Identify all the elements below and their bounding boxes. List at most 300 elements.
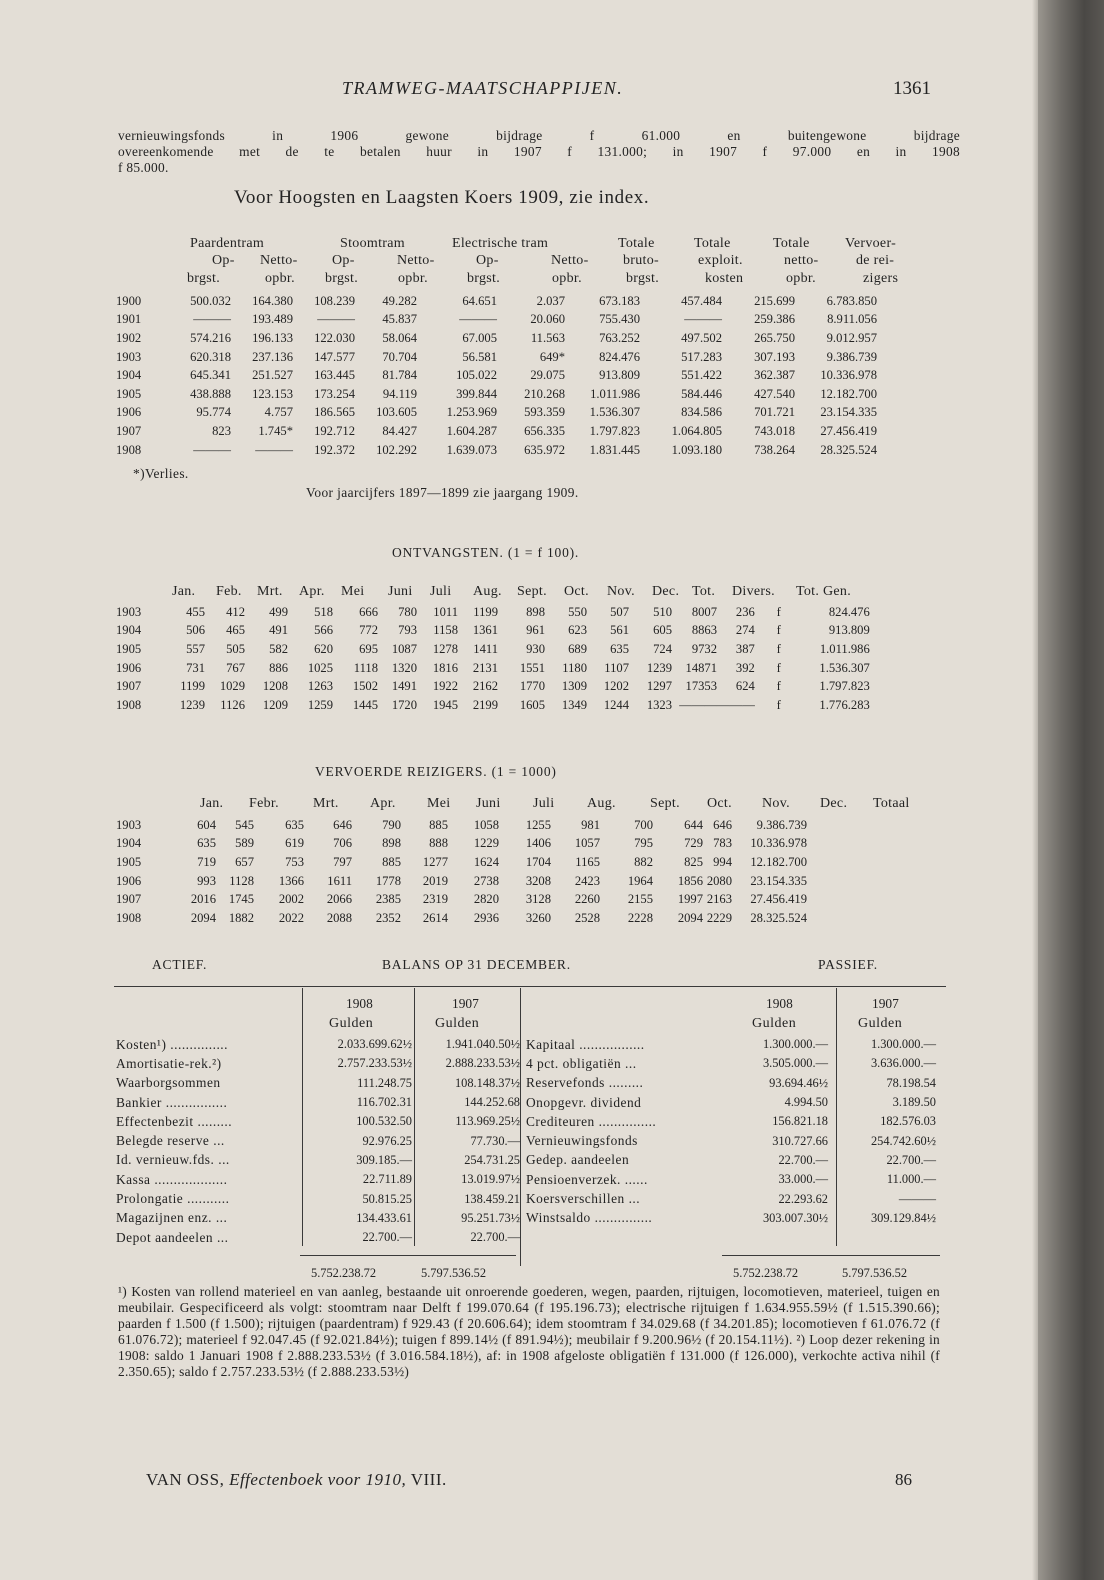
- value-cell: 3128: [525, 892, 551, 907]
- koers-note: Voor Hoogsten en Laagsten Koers 1909, zie index.: [234, 187, 650, 208]
- value-cell: 192.712: [314, 423, 355, 438]
- value-cell: 635: [285, 817, 304, 832]
- value-cell: 1997: [677, 892, 703, 907]
- value-cell: 58.064: [382, 330, 417, 345]
- exploitatie-row: [116, 441, 877, 460]
- value-cell: 1278: [432, 641, 458, 656]
- actief-row: [116, 1151, 520, 1170]
- value-cell: 457.484: [681, 293, 722, 308]
- value-cell: 1057: [574, 836, 600, 851]
- passief-label-cell: [526, 1151, 726, 1170]
- value-cell: 605: [653, 623, 672, 638]
- value-cell: 2094: [190, 910, 216, 925]
- running-header-title: TRAMWEG-MAATSCHAPPIJEN.: [342, 78, 624, 98]
- column-header: Apr.: [370, 796, 396, 811]
- value-cell: 1.536.307: [819, 660, 870, 675]
- actief-value-1907: 254.731.25: [464, 1152, 520, 1167]
- passief-value-1907: 1.300.000.—: [870, 1037, 936, 1052]
- balans-footnotes: ¹) Kosten van rollend materieel en van aanleg, bestaande uit onroerende goederen, wegen, paarden, rijtuigen, locomotieven, materieel, tuigen en meubilair. Gespecificeerd als volgt: stoomtram naar Delft f 199.070.64 (f 195.196.73); electrische rijtuigen f 1.634.955.59½ (f 1.515.390.66); paarden f 1.500 (f 1.500); rijtuigen (paardentram) f 929.43 (f 20.606.64); idem stoomtram f 34.029.68 (f 34.201.85); locomotieven f 61.076.72 (f 61.076.72); materieel f 92.047.45 (f 92.021.84½); tuigen f 899.14½ (f 891.94½); meubilair f 9.200.96½ (f 20.154.11½). ²) Loop dezer rekening in 1908: saldo 1 Januari 1908 f 2.888.233.53½ (f 3.016.584.18½), af: in 1908 afgeloste obligatiën f 131.000 (f 126.000), verkochte activa nihil (f 2.350.65); saldo f 2.757.233.53½ (f 2.888.233.53½): [118, 1284, 940, 1379]
- exploitatie-row: [116, 348, 877, 367]
- value-cell: 557: [186, 641, 205, 656]
- value-cell: 163.445: [314, 368, 355, 383]
- value-cell: 215.699: [754, 293, 795, 308]
- year-cell: 1908: [116, 697, 142, 712]
- value-cell: 584.446: [681, 386, 722, 401]
- column-header: Mrt.: [313, 796, 339, 811]
- passief-value-1908: 4.994.50: [784, 1095, 828, 1110]
- value-cell: 993: [197, 873, 216, 888]
- value-cell: ———: [459, 312, 497, 327]
- value-cell: 1239: [179, 697, 205, 712]
- actief-total-rule: [300, 1255, 516, 1256]
- value-cell: 12.182.700: [750, 854, 807, 869]
- value-cell: 673.183: [599, 293, 640, 308]
- value-cell: 2820: [473, 892, 499, 907]
- table1-sub-header: Op-: [212, 253, 235, 268]
- value-cell: 886: [269, 660, 288, 675]
- passief-value-1907: 3.636.000.—: [870, 1056, 936, 1071]
- actief-label-cell: [116, 1151, 302, 1170]
- value-cell: ———: [679, 697, 717, 712]
- passief-label-cell: [526, 1112, 726, 1131]
- value-cell: 738.264: [754, 442, 795, 457]
- value-cell: 506: [186, 623, 205, 638]
- dot-leader: .................: [575, 1036, 645, 1052]
- actief-label: Prolongatie: [116, 1191, 184, 1207]
- value-cell: 635: [610, 641, 629, 656]
- actief-row: [116, 1189, 520, 1208]
- footer-sheet-number: 86: [895, 1470, 912, 1489]
- dot-leader: .........: [193, 1113, 233, 1129]
- value-cell: 186.565: [314, 405, 355, 420]
- value-cell: 1029: [219, 679, 245, 694]
- value-cell: 767: [226, 660, 245, 675]
- footer-author: VAN OSS,: [146, 1470, 225, 1489]
- footer-book-title: Effectenboek voor 1910,: [229, 1470, 407, 1489]
- reizigers-row: [116, 835, 807, 854]
- value-cell: 70.704: [382, 349, 417, 364]
- value-cell: 695: [359, 641, 378, 656]
- actief-year-1907: 1907: [452, 996, 479, 1011]
- value-cell: 8863: [691, 623, 717, 638]
- passief-row: [526, 1209, 936, 1228]
- value-cell: 251.527: [252, 368, 293, 383]
- value-cell: 620.318: [190, 349, 231, 364]
- value-cell: 438.888: [190, 386, 231, 401]
- table1-group-header: Totale: [694, 236, 731, 251]
- table1-sub-header: Netto-: [551, 253, 589, 268]
- value-cell: f: [776, 623, 781, 638]
- column-header: Juli: [430, 584, 452, 599]
- year-cell: 1904: [116, 368, 142, 383]
- value-cell: 1945: [432, 697, 458, 712]
- actief-year-1908: 1908: [346, 996, 373, 1011]
- value-cell: 1107: [604, 660, 629, 675]
- table1-sub-header: Netto-: [397, 253, 435, 268]
- passief-value-1907: 3.189.50: [892, 1095, 936, 1110]
- intro-paragraph: [118, 128, 960, 176]
- year-cell: 1908: [116, 442, 142, 457]
- value-cell: 465: [226, 623, 245, 638]
- actief-value-1908: 2.033.699.62½: [337, 1037, 412, 1052]
- value-cell: 94.119: [382, 386, 417, 401]
- value-cell: 8007: [691, 604, 717, 619]
- exploitatie-row: [116, 329, 877, 348]
- passief-row: [526, 1131, 936, 1150]
- dot-leader: ...: [214, 1152, 230, 1168]
- value-cell: 689: [568, 641, 587, 656]
- actief-label: ACTIEF.: [152, 957, 208, 972]
- balans-top-rule: [114, 986, 946, 987]
- value-cell: 981: [581, 817, 600, 832]
- passief-row: [526, 1112, 936, 1131]
- actief-value-1908: 22.711.89: [362, 1172, 412, 1187]
- table1-sub-header: brgst.: [325, 271, 359, 286]
- value-cell: 510: [653, 604, 672, 619]
- value-cell: 2614: [422, 910, 448, 925]
- value-cell: 913.809: [599, 368, 640, 383]
- value-cell: 1118: [353, 660, 378, 675]
- value-cell: 2066: [326, 892, 352, 907]
- value-cell: 362.387: [754, 368, 795, 383]
- column-header: Feb.: [216, 584, 242, 599]
- column-header: Sept.: [517, 584, 547, 599]
- actief-row: [116, 1093, 520, 1112]
- value-cell: 1605: [519, 697, 545, 712]
- value-cell: 620: [314, 641, 333, 656]
- value-cell: 566: [314, 623, 333, 638]
- actief-value-1908: 116.702.31: [356, 1095, 412, 1110]
- value-cell: f: [776, 660, 781, 675]
- year-cell: 1900: [116, 293, 142, 308]
- value-cell: 885: [429, 817, 448, 832]
- value-cell: 825: [684, 854, 703, 869]
- actief-value-1907: 108.148.37½: [454, 1075, 520, 1090]
- exploitatie-row: [116, 366, 877, 385]
- actief-total-1908: 5.752.238.72: [311, 1266, 377, 1280]
- passief-value-1907: 254.742.60½: [870, 1133, 936, 1148]
- value-cell: 2016: [190, 892, 216, 907]
- value-cell: 27.456.419: [750, 892, 807, 907]
- value-cell: 6.783.850: [826, 293, 877, 308]
- table1-sub-header: Netto-: [260, 253, 298, 268]
- table1-sub-header: Op-: [332, 253, 355, 268]
- value-cell: 81.784: [382, 368, 417, 383]
- value-cell: 930: [526, 641, 545, 656]
- value-cell: 1.776.283: [819, 697, 870, 712]
- actief-label-cell: [116, 1170, 302, 1189]
- actief-unit-1907: Gulden: [435, 1016, 480, 1031]
- exploitatie-row: [116, 385, 877, 404]
- value-cell: 265.750: [754, 330, 795, 345]
- passief-label-cell: [526, 1035, 726, 1054]
- value-cell: 412: [226, 604, 245, 619]
- book-spine: [1038, 0, 1104, 1580]
- value-cell: 2352: [375, 910, 401, 925]
- value-cell: 551.422: [681, 368, 722, 383]
- value-cell: 1058: [473, 817, 499, 832]
- value-cell: 1202: [603, 679, 629, 694]
- value-cell: 961: [526, 623, 545, 638]
- dot-leader: ...: [624, 1191, 641, 1207]
- value-cell: 1239: [646, 660, 672, 675]
- actief-label: Kosten¹): [116, 1036, 167, 1052]
- value-cell: 147.577: [314, 349, 355, 364]
- column-header: Juli: [533, 796, 555, 811]
- passief-value-1908: 156.821.18: [772, 1114, 828, 1129]
- passief-unit-1907: Gulden: [858, 1016, 903, 1031]
- column-header: Sept.: [650, 796, 680, 811]
- table1-sub-header: kosten: [705, 271, 744, 286]
- value-cell: 455: [186, 604, 205, 619]
- dot-leader: ...: [621, 1055, 637, 1071]
- actief-label-cell: [116, 1228, 302, 1247]
- passief-row: [526, 1093, 936, 1112]
- table1-sub-header: opbr.: [398, 271, 428, 286]
- actief-label-cell: [116, 1131, 302, 1150]
- verlies-footnote: *)Verlies.: [133, 466, 189, 481]
- value-cell: 518: [314, 604, 333, 619]
- dot-leader: ...: [213, 1229, 229, 1245]
- ontvangsten-table: [116, 603, 870, 715]
- actief-label: Effectenbezit: [116, 1113, 194, 1129]
- value-cell: 497.502: [681, 330, 722, 345]
- actief-value-1907: 2.888.233.53½: [445, 1056, 520, 1071]
- value-cell: 11.563: [530, 330, 565, 345]
- value-cell: 790: [382, 817, 401, 832]
- year-cell: 1907: [116, 423, 142, 438]
- table1-sub-header: brgst.: [467, 271, 501, 286]
- actief-label: Amortisatie-rek.²): [116, 1055, 222, 1071]
- ontvangsten-row: [116, 640, 870, 659]
- passief-row: [526, 1170, 936, 1189]
- passief-label: Reservefonds: [526, 1075, 605, 1091]
- value-cell: 561: [610, 623, 629, 638]
- reizigers-row: [116, 890, 807, 909]
- year-cell: 1905: [116, 854, 142, 869]
- value-cell: 28.325.524: [750, 910, 807, 925]
- value-cell: 624: [735, 679, 755, 694]
- exploitatie-row: [116, 422, 877, 441]
- passief-row: [526, 1054, 936, 1073]
- column-header: Dec.: [820, 796, 848, 811]
- actief-value-1907: 22.700.—: [470, 1230, 520, 1245]
- column-header: Oct.: [707, 796, 732, 811]
- value-cell: 706: [333, 836, 352, 851]
- value-cell: 2.037: [536, 293, 565, 308]
- passief-value-1907: 182.576.03: [880, 1114, 936, 1129]
- reizigers-table: [116, 816, 807, 928]
- table1-header: [0, 236, 1030, 290]
- actief-value-1908: 100.532.50: [356, 1114, 412, 1129]
- value-cell: 898: [382, 836, 401, 851]
- reizigers-row: [116, 853, 807, 872]
- reizigers-row: [116, 872, 807, 891]
- ontvangsten-title: ONTVANGSTEN. (1 = f 100).: [392, 545, 580, 560]
- column-header: Mei: [427, 796, 451, 811]
- table1-group-header: Stoomtram: [340, 236, 405, 251]
- value-cell: 1.745*: [258, 423, 293, 438]
- value-cell: 1922: [432, 679, 458, 694]
- year-cell: 1905: [116, 641, 142, 656]
- value-cell: 795: [634, 836, 653, 851]
- value-cell: 797: [333, 854, 352, 869]
- value-cell: 105.022: [456, 368, 497, 383]
- value-cell: 649*: [539, 349, 565, 364]
- value-cell: 994: [713, 854, 732, 869]
- year-cell: 1904: [116, 836, 142, 851]
- actief-label-cell: [116, 1093, 302, 1112]
- value-cell: 823: [212, 423, 231, 438]
- actief-value-1908: 2.757.233.53½: [337, 1056, 412, 1071]
- actief-label: Kassa: [116, 1171, 151, 1187]
- value-cell: 2738: [473, 873, 499, 888]
- passief-value-1908: 93.694.46½: [769, 1075, 828, 1090]
- value-cell: 2229: [706, 910, 732, 925]
- value-cell: 2002: [278, 892, 304, 907]
- passief-label: Winstsaldo: [526, 1210, 591, 1226]
- value-cell: 108.239: [314, 293, 355, 308]
- value-cell: 27.456.419: [820, 423, 877, 438]
- value-cell: 1.093.180: [671, 442, 722, 457]
- value-cell: 3208: [525, 873, 551, 888]
- value-cell: 1309: [561, 679, 587, 694]
- value-cell: 499: [269, 604, 288, 619]
- actief-label: Belegde reserve: [116, 1133, 210, 1149]
- column-header: Totaal: [873, 796, 910, 811]
- value-cell: 1087: [391, 641, 417, 656]
- value-cell: 12.182.700: [820, 386, 877, 401]
- actief-label: Magazijnen enz.: [116, 1210, 212, 1226]
- value-cell: 2088: [326, 910, 352, 925]
- column-header: Dec.: [652, 584, 680, 599]
- value-cell: 84.427: [382, 423, 417, 438]
- passief-label: Onopgevr. dividend: [526, 1094, 642, 1110]
- dot-leader: ................: [161, 1094, 228, 1110]
- value-cell: 9.386.739: [826, 349, 877, 364]
- column-header: Apr.: [299, 584, 325, 599]
- intro-line-2: overeenkomende met de te betalen huur in 1907 f 131.000; in 1907 f 97.000 en in 1908: [118, 144, 960, 159]
- value-cell: 1964: [627, 873, 653, 888]
- value-cell: 387: [735, 641, 755, 656]
- passief-total-rule: [722, 1255, 940, 1256]
- value-cell: 700: [634, 817, 653, 832]
- column-header: Tot. Gen.: [796, 584, 851, 599]
- passief-value-1908: 1.300.000.—: [762, 1037, 828, 1052]
- value-cell: 2019: [422, 873, 448, 888]
- reizigers-row: [116, 909, 807, 928]
- value-cell: 67.005: [462, 330, 497, 345]
- passief-label: 4 pct. obligatiën: [526, 1055, 622, 1071]
- value-cell: 95.774: [196, 405, 231, 420]
- value-cell: 719: [197, 854, 216, 869]
- value-cell: 646: [333, 817, 352, 832]
- actief-label: Depot aandeelen: [116, 1229, 214, 1245]
- value-cell: 824.476: [828, 604, 870, 619]
- value-cell: 2022: [278, 910, 304, 925]
- value-cell: 102.292: [376, 442, 417, 457]
- value-cell: 1366: [278, 873, 304, 888]
- year-cell: 1903: [116, 817, 142, 832]
- column-header: Mei: [341, 584, 365, 599]
- passief-label-cell: [526, 1170, 726, 1189]
- value-cell: 4.757: [264, 405, 293, 420]
- passief-label-cell: [526, 1131, 726, 1150]
- table1-sub-header: opbr.: [552, 271, 582, 286]
- actief-row: [116, 1209, 520, 1228]
- value-cell: 1158: [433, 623, 458, 638]
- ontvangsten-row: [116, 677, 870, 696]
- value-cell: 729: [684, 836, 703, 851]
- value-cell: 545: [235, 817, 254, 832]
- ontvangsten-row: [116, 622, 870, 641]
- value-cell: 192.372: [314, 442, 355, 457]
- value-cell: 1.831.445: [589, 442, 640, 457]
- value-cell: 1624: [473, 854, 499, 869]
- exploitatie-row: [116, 404, 877, 423]
- value-cell: 399.844: [456, 386, 497, 401]
- reizigers-row: [116, 816, 807, 835]
- table1-sub-header: brgst.: [626, 271, 660, 286]
- value-cell: 888: [429, 836, 448, 851]
- actief-label-cell: [116, 1035, 302, 1054]
- value-cell: 783: [713, 836, 732, 851]
- value-cell: 2155: [627, 892, 653, 907]
- year-cell: 1907: [116, 892, 142, 907]
- passief-label: Kapitaal: [526, 1036, 576, 1052]
- table1-sub-header: brgst.: [187, 271, 221, 286]
- year-cell: 1904: [116, 623, 142, 638]
- dot-leader: ...: [211, 1210, 228, 1226]
- value-cell: 657: [235, 854, 254, 869]
- passief-total-1907: 5.797.536.52: [842, 1266, 908, 1280]
- intro-line-1: vernieuwingsfonds in 1906 gewone bijdrage f 61.000 en buitengewone bijdrage: [118, 128, 960, 143]
- value-cell: 1323: [646, 697, 672, 712]
- year-cell: 1903: [116, 604, 142, 619]
- value-cell: 731: [186, 660, 205, 675]
- value-cell: 210.268: [524, 386, 565, 401]
- column-header: Juni: [388, 584, 413, 599]
- value-cell: 23.154.335: [750, 873, 807, 888]
- value-cell: 753: [285, 854, 304, 869]
- value-cell: 1.253.969: [446, 405, 497, 420]
- value-cell: 1745: [228, 892, 254, 907]
- value-cell: 1011: [433, 604, 458, 619]
- value-cell: 237.136: [252, 349, 293, 364]
- passief-label-cell: [526, 1054, 726, 1073]
- value-cell: 1406: [525, 836, 551, 851]
- value-cell: 1.797.823: [589, 423, 640, 438]
- value-cell: 1128: [229, 873, 254, 888]
- value-cell: 646: [713, 817, 732, 832]
- passief-total-1908: 5.752.238.72: [733, 1266, 799, 1280]
- value-cell: 1126: [220, 697, 245, 712]
- passief-year-1908: 1908: [766, 996, 793, 1011]
- dot-leader: ...............: [166, 1036, 228, 1052]
- value-cell: 550: [568, 604, 587, 619]
- value-cell: 1255: [525, 817, 551, 832]
- value-cell: 2094: [677, 910, 703, 925]
- table1-sub-header: opbr.: [786, 271, 816, 286]
- year-cell: 1906: [116, 405, 142, 420]
- value-cell: 10.336.978: [750, 836, 807, 851]
- value-cell: 1165: [575, 854, 600, 869]
- value-cell: 517.283: [681, 349, 722, 364]
- column-header: Jan.: [200, 796, 224, 811]
- value-cell: 1.011.986: [590, 386, 640, 401]
- value-cell: 2131: [472, 660, 498, 675]
- actief-value-1907: 138.459.21: [464, 1191, 520, 1206]
